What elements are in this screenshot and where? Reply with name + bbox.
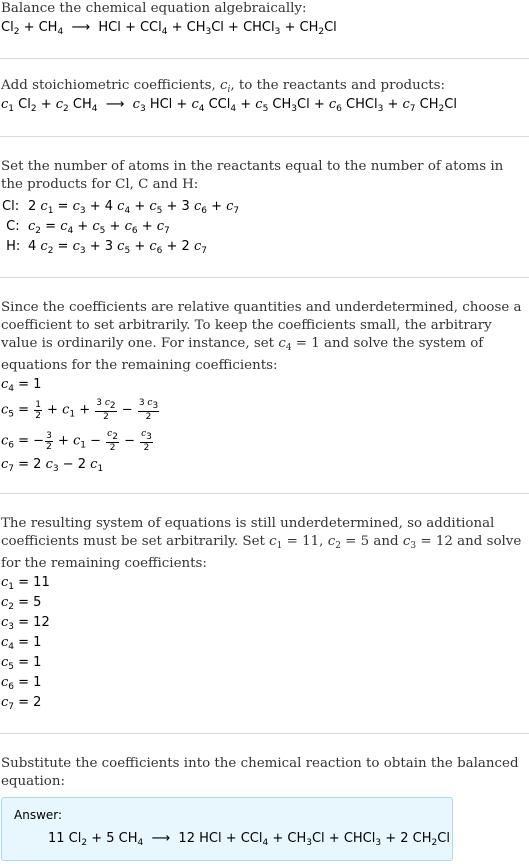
value-row-c2: $c_2 = 5$ (1, 595, 42, 612)
section3-intro: Set the number of atoms in the reactants equal to the number of atoms in the products for Cl, C and H: (1, 159, 504, 192)
solution-row-c6: $c_6$ = − $\frac{3}{2}$ + $c_1$ − $\frac{c_2}{2}$ − $\frac{c_3}{2}$ (1, 429, 152, 453)
section5-intro: The resulting system of equations is still underdetermined, so additional coefficients must be set arbitrarily. Set $c_1 = 11$, $c_2 = 5$ and $c_3 = 12$ and solve for the remaining coefficients: (1, 516, 522, 571)
section6-intro: Substitute the coefficients into the chemical reaction to obtain the balanced equation: (1, 756, 519, 789)
value-row-c6: $c_6 = 1$ (1, 675, 42, 692)
divider (0, 58, 529, 59)
value-row-c1: $c_1 = 11$ (1, 575, 50, 592)
divider (0, 493, 529, 494)
section2-equation: $c_1$ $Cl_2 + c_2$ $CH_4$ ⟶ $c_3$ HCl + $c_4$ $CCl_4 + c_5$ $CH_3Cl + c_6$ CHCl$_3$ + $c_7$ $CH_2Cl$ (1, 97, 457, 114)
answer-label: Answer: (14, 808, 63, 822)
section1-intro: Balance the chemical equation algebraically: (1, 1, 307, 16)
section4-intro: Since the coefficients are relative quantities and underdetermined, choose a coefficient to set arbitrarily. To keep the coefficients small, the arbitrary value is ordinarily one. For instance, set $c_4 = 1$ and solve the system of equations for the remaining coefficients: (1, 300, 522, 373)
balanced-equation: 11 $Cl_2 + 5$ $CH_4$ ⟶ 12 HCl + $CCl_4 + CH_3Cl$ + CHCl$_3$ + 2 $CH_2Cl$ (48, 831, 450, 848)
section1-equation: $Cl_2 + CH_4$ ⟶ HCl + $CCl_4 + CH_3Cl$ + CHCl$_3$ + $CH_2Cl$ (1, 20, 337, 37)
value-row-c5: $c_5 = 1$ (1, 655, 42, 672)
divider (0, 277, 529, 278)
value-row-c3: $c_3 = 12$ (1, 615, 50, 632)
section2-intro: Add stoichiometric coefficients, $c_i$, to the reactants and products: (1, 78, 445, 95)
atom-row-h: H: 4 $c_2 = c_3 + 3$ $c_5 + c_6 + 2$ $c_7$ (2, 239, 207, 256)
solution-row-c7: $c_7 = 2$ $c_3 - 2$ $c_1$ (1, 457, 104, 474)
answer-box (1, 797, 453, 861)
atom-row-cl: Cl: 2 $c_1 = c_3 + 4$ $c_4 + c_5 + 3$ $c_6 + c_7$ (2, 199, 240, 216)
solution-row-c4: $c_4 = 1$ (1, 377, 42, 394)
atom-row-c: C: $c_2 = c_4 + c_5 + c_6 + c_7$ (2, 219, 170, 236)
value-row-c7: $c_7 = 2$ (1, 695, 42, 712)
solution-row-c5: $c_5$ = $\frac{1}{2}$ + $c_1$ + $\frac{3 c_2}{2}$ − $\frac{3 c_3}{2}$ (1, 398, 159, 422)
value-row-c4: $c_4 = 1$ (1, 635, 42, 652)
divider (0, 733, 529, 734)
divider (0, 136, 529, 137)
